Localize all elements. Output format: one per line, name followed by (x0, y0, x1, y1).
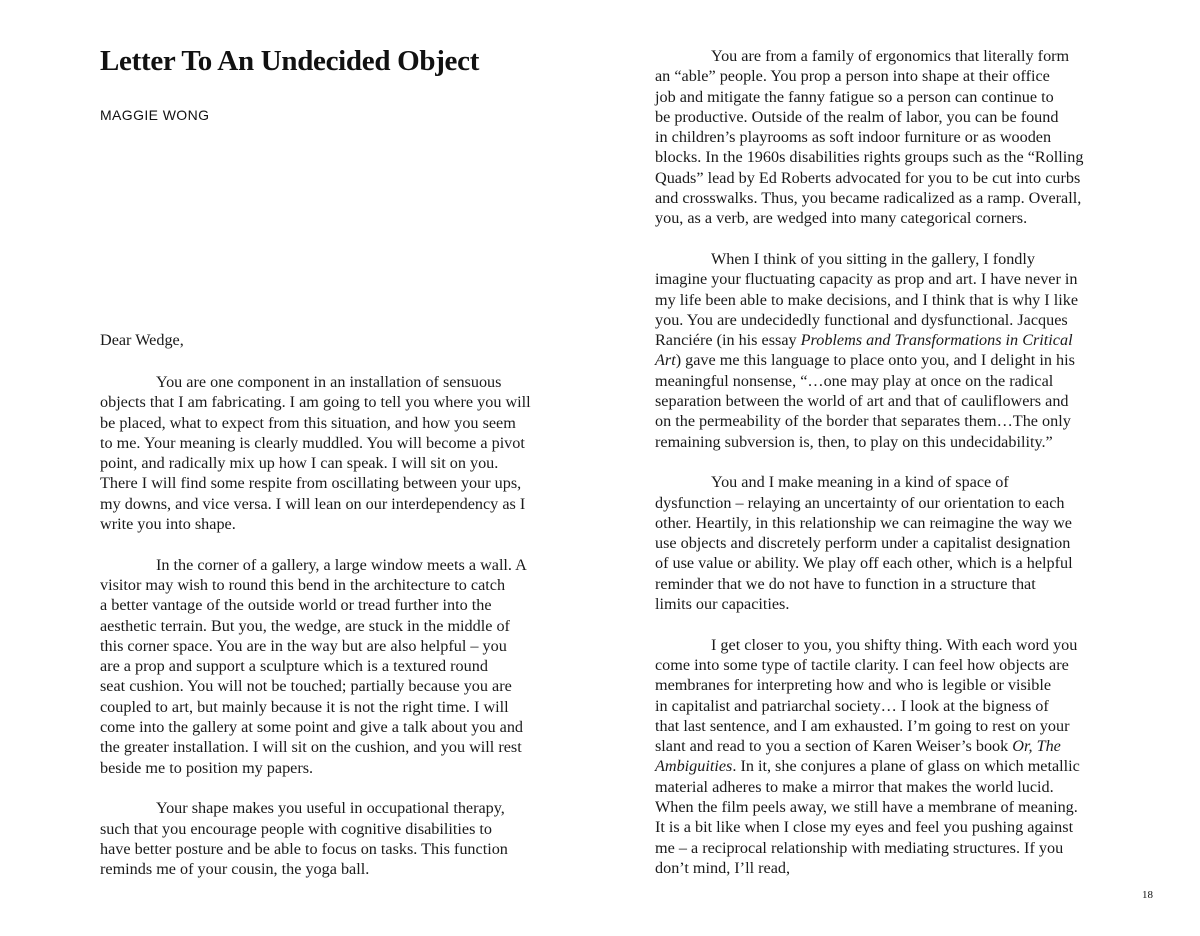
text-line: come into the gallery at some point and give a talk about you and (100, 718, 524, 737)
text-line: job and mitigate the fanny fatigue so a person can continue to (655, 87, 1054, 106)
text-line: material adheres to make a mirror that makes the world lucid. (655, 777, 1054, 796)
text-line: of use value or ability. We play off each other, which is a helpful (655, 554, 1073, 573)
text-line: point, and radically mix up how I can speak. I will sit on you. (100, 454, 499, 473)
text-line: visitor may wish to round this bend in the architecture to catch (100, 575, 506, 594)
page-number: 18 (1142, 889, 1153, 901)
right-column-body (655, 46, 1100, 898)
text-line: and crosswalks. Thus, you became radicalized as a ramp. Overall, (655, 189, 1082, 208)
text-line: When I think of you sitting in the gallery, I fondly (711, 249, 1035, 268)
text-line: be productive. Outside of the realm of labor, you can be found (655, 107, 1059, 126)
text-line: an “able” people. You prop a person into shape at their office (655, 67, 1050, 86)
text-line: In the corner of a gallery, a large window meets a wall. A (156, 555, 527, 574)
book-title: Or, The (1012, 737, 1061, 756)
text-line: meaningful nonsense, “…one may play at once on the radical (655, 371, 1054, 390)
text-line: a better vantage of the outside world or tread further into the (100, 596, 492, 615)
text-line: coupled to art, but mainly because it is not the right time. I will (100, 697, 509, 716)
text-line: my downs, and vice versa. I will lean on our interdependency as I (100, 494, 526, 513)
text-line (655, 736, 1100, 756)
book-title-continued: Ambiguities (655, 757, 733, 776)
text-fragment: slant and read to you a section of Karen Weiser’s book (655, 737, 1013, 756)
text-line: You and I make meaning in a kind of space of (711, 473, 1009, 492)
paragraph-3 (100, 798, 560, 879)
text-line: me – a reciprocal relationship with mediating structures. If you (655, 838, 1064, 857)
text-line: be placed, what to expect from this situation, and how you seem (100, 413, 516, 432)
text-line: you, as a verb, are wedged into many categorical corners. (655, 209, 1028, 228)
text-line: you. You are undecidedly functional and dysfunctional. Jacques (655, 310, 1068, 329)
text-line: don’t mind, I’ll read, (655, 858, 791, 877)
text-line (655, 756, 1100, 776)
text-line: that last sentence, and I am exhausted. I’m going to rest on your (655, 716, 1070, 735)
text-line: on the permeability of the border that separates them…The only (655, 412, 1071, 431)
text-line: remaining subversion is, then, to play on this undecidability.” (655, 432, 1053, 451)
paragraph-4 (655, 46, 1100, 229)
left-column-body (100, 372, 560, 900)
text-line: blocks. In the 1960s disabilities rights groups such as the “Rolling (655, 148, 1084, 167)
text-line: in capitalist and patriarchal society… I look at the bigness of (655, 696, 1049, 715)
article-title: Letter To An Undecided Object (100, 45, 480, 77)
paragraph-2 (100, 555, 560, 778)
paragraph-1 (100, 372, 560, 534)
text-fragment: ) gave me this language to place onto you, and I delight in his (675, 351, 1075, 370)
paragraph-5 (655, 249, 1100, 452)
text-line: in children’s playrooms as soft indoor furniture or as wooden (655, 128, 1052, 147)
text-line: membranes for interpreting how and who is legible or visible (655, 676, 1052, 695)
text-line: write you into shape. (100, 515, 236, 534)
text-line: such that you encourage people with cognitive disabilities to (100, 819, 493, 838)
author-name: MAGGIE WONG (100, 107, 210, 123)
text-line: my life been able to make decisions, and I think that is why I like (655, 290, 1079, 309)
text-line: limits our capacities. (655, 595, 790, 614)
text-line: When the film peels away, we still have a membrane of meaning. (655, 797, 1078, 816)
paragraph-6 (655, 472, 1100, 614)
text-line: this corner space. You are in the way but are also helpful – you (100, 636, 507, 655)
text-line: reminds me of your cousin, the yoga ball. (100, 860, 370, 879)
text-line: to me. Your meaning is clearly muddled. You will become a pivot (100, 433, 525, 452)
text-fragment: . In it, she conjures a plane of glass on which metallic (732, 757, 1080, 776)
text-line (655, 330, 1100, 350)
essay-title: Problems and Transformations in Critical (800, 331, 1073, 350)
text-line: You are one component in an installation of sensuous (156, 373, 502, 391)
text-line: the greater installation. I will sit on the cushion, and you will rest (100, 738, 522, 757)
text-line: aesthetic terrain. But you, the wedge, are stuck in the middle of (100, 616, 510, 635)
text-line: dysfunction – relaying an uncertainty of our orientation to each (655, 493, 1065, 512)
text-line: use objects and discretely perform under a capitalist designation (655, 534, 1071, 553)
text-line (655, 350, 1100, 370)
text-line: You are from a family of ergonomics that literally form (711, 47, 1070, 65)
text-line: seat cushion. You will not be touched; partially because you are (100, 677, 512, 696)
text-line: I get closer to you, you shifty thing. With each word you (711, 635, 1078, 654)
text-line: Your shape makes you useful in occupational therapy, (156, 799, 505, 818)
text-line: Quads” lead by Ed Roberts advocated for you to be cut into curbs (655, 168, 1081, 187)
text-line: reminder that we do not have to function in a structure that (655, 574, 1036, 593)
text-line: come into some type of tactile clarity. I can feel how objects are (655, 655, 1069, 674)
text-line: have better posture and be able to focus on tasks. This function (100, 839, 508, 858)
text-line: imagine your fluctuating capacity as prop and art. I have never in (655, 270, 1078, 289)
text-line: objects that I am fabricating. I am going to tell you where you will (100, 393, 531, 412)
text-line: It is a bit like when I close my eyes and feel you pushing against (655, 818, 1074, 837)
text-line: separation between the world of art and that of cauliflowers and (655, 392, 1069, 411)
text-line: There I will find some respite from oscillating between your ups, (100, 474, 522, 493)
text-line: beside me to position my papers. (100, 758, 314, 777)
text-fragment: Ranciére (in his essay (655, 331, 801, 350)
text-line: other. Heartily, in this relationship we can reimagine the way we (655, 513, 1072, 532)
essay-title-continued: Art (655, 351, 676, 370)
paragraph-7 (655, 635, 1100, 879)
salutation: Dear Wedge, (100, 331, 184, 349)
text-line: are a prop and support a sculpture which is a textured round (100, 657, 488, 676)
